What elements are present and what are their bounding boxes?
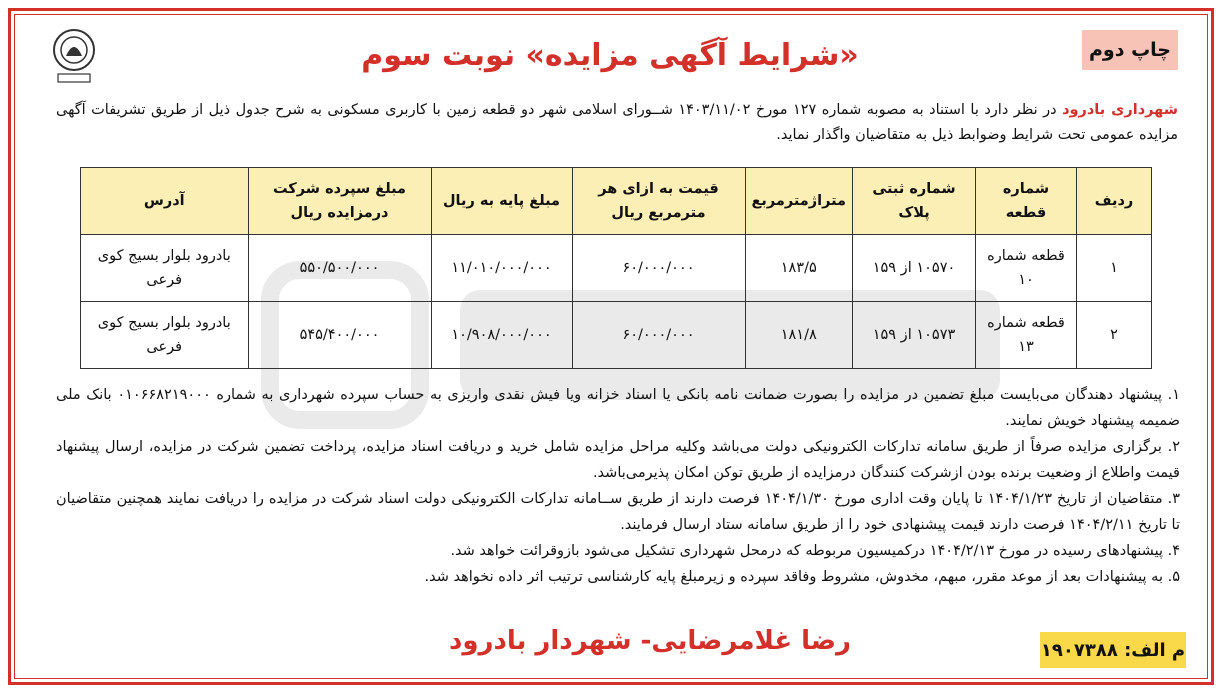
header-registry-no: شماره ثبتی پلاک	[853, 168, 976, 235]
condition-item: ۴. پیشنهادهای رسیده در مورخ ۱۴۰۴/۲/۱۳ درکمیسیون مربوطه که درمحل شهرداری تشکیل می‌شود بازوقرائت خواهد شد.	[450, 543, 1180, 559]
cell-price-per-sqm: ۶۰/۰۰۰/۰۰۰	[572, 235, 745, 302]
mayor-signature: رضا غلامرضایی- شهردار بادرود	[449, 626, 851, 656]
cell-registry-no: ۱۰۵۷۰ از ۱۵۹	[853, 235, 976, 302]
intro-text: در نظر دارد با استناد به مصوبه شماره ۱۲۷ مورخ ۱۴۰۳/۱۱/۰۲ شــورای اسلامی شهر دو قطعه زمین با کاربری مسکونی به شرح جدول ذیل از طریق تشریفات آگهی مزایده عمومی تحت شرایط وضوابط ذیل به متقاضیان واگذار نماید.	[56, 102, 1178, 143]
header-deposit: مبلغ سپرده شرکت درمزایده ریال	[248, 168, 431, 235]
cell-registry-no: ۱۰۵۷۳ از ۱۵۹	[853, 302, 976, 369]
conditions-list	[56, 382, 1180, 590]
table-row	[81, 302, 1152, 369]
cell-address: بادرود بلوار بسیج کوی فرعی	[81, 302, 249, 369]
header-area: متراژمترمربع	[745, 168, 853, 235]
auction-table	[80, 167, 1152, 369]
cell-address: بادرود بلوار بسیج کوی فرعی	[81, 235, 249, 302]
edition-badge: چاپ دوم	[1082, 30, 1178, 70]
condition-item: ۲. برگزاری مزایده صرفاً از طریق سامانه تدارکات الکترونیکی دولت می‌باشد وکلیه مراحل مزایده شامل خرید و دریافت اسناد مزایده، پرداخت تضمین شرکت در مزایده، ارسال پیشنهاد قیمت واطلاع از وضعیت برنده بودن ازشرکت کنندگان درمزایده از طریق توکن امکان پذیرمی‌باشد.	[56, 439, 1180, 481]
page-title: «شرایط آگهی مزایده» نوبت سوم	[361, 38, 859, 73]
intro-paragraph	[56, 98, 1178, 148]
cell-deposit: ۵۴۵/۴۰۰/۰۰۰	[248, 302, 431, 369]
header-row-no: ردیف	[1077, 168, 1152, 235]
header-address: آدرس	[81, 168, 249, 235]
cell-base-price: ۱۰/۹۰۸/۰۰۰/۰۰۰	[431, 302, 572, 369]
cell-row-no: ۱	[1077, 235, 1152, 302]
cell-area: ۱۸۱/۸	[745, 302, 853, 369]
cell-plot-no: قطعه شماره ۱۳	[976, 302, 1077, 369]
org-name: شهرداری بادرود	[1062, 102, 1178, 118]
cell-area: ۱۸۳/۵	[745, 235, 853, 302]
cell-price-per-sqm: ۶۰/۰۰۰/۰۰۰	[572, 302, 745, 369]
table-header-row	[81, 168, 1152, 235]
cell-row-no: ۲	[1077, 302, 1152, 369]
table-row	[81, 235, 1152, 302]
header-base-price: مبلغ پایه به ریال	[431, 168, 572, 235]
municipality-emblem-icon	[48, 26, 100, 88]
cell-plot-no: قطعه شماره ۱۰	[976, 235, 1077, 302]
condition-item: ۳. متقاضیان از تاریخ ۱۴۰۴/۱/۲۳ تا پایان وقت اداری مورخ ۱۴۰۴/۱/۳۰ فرصت دارند از طریق ســامانه تدارکات الکترونیکی دولت اسناد شرکت در مزایده را دریافت نمایند همچنین متقاضیان تا تاریخ ۱۴۰۴/۲/۱۱ فرصت دارند قیمت پیشنهادی خود را از طریق سامانه ستاد ارسال فرمایند.	[56, 491, 1180, 533]
header-price-per-sqm: قیمت به ازای هر مترمربع ریال	[572, 168, 745, 235]
cell-base-price: ۱۱/۰۱۰/۰۰۰/۰۰۰	[431, 235, 572, 302]
ad-code-badge: م الف: ۱۹۰۷۳۸۸	[1040, 632, 1186, 668]
condition-item: ۵. به پیشنهادات بعد از موعد مقرر، مبهم، مخدوش، مشروط وفاقد سپرده و زیرمبلغ پایه کارشناسی ترتیب اثر داده نخواهد شد.	[424, 569, 1180, 585]
header-plot-no: شماره قطعه	[976, 168, 1077, 235]
cell-deposit: ۵۵۰/۵۰۰/۰۰۰	[248, 235, 431, 302]
condition-item: ۱. پیشنهاد دهندگان می‌بایست مبلغ تضمین در مزایده را بصورت ضمانت نامه بانکی یا اسناد خزانه ویا فیش نقدی واریزی به حساب سپرده شهرداری به شماره ۰۱۰۶۶۸۲۱۹۰۰۰ بانک ملی ضمیمه پیشنهاد خویش نمایند.	[56, 387, 1180, 429]
